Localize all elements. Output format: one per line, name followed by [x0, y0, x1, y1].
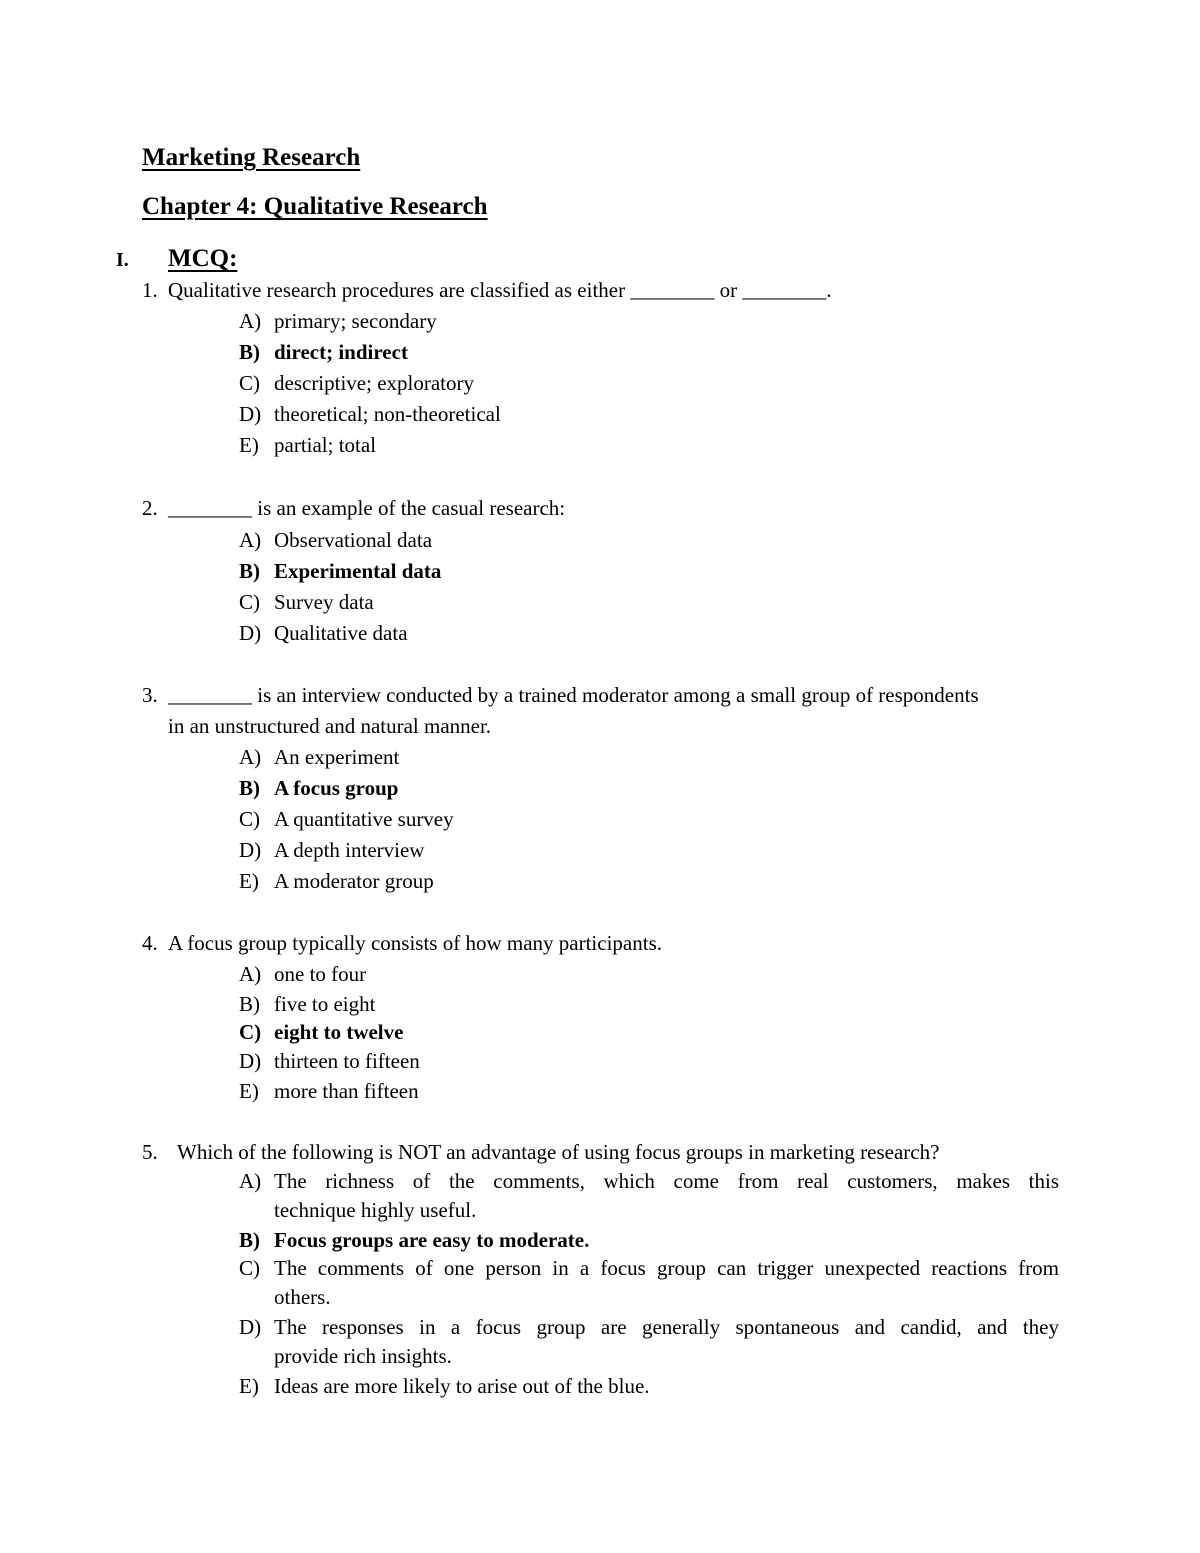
question-number: 2. — [142, 496, 158, 520]
question-text-line-1: ________ is an interview conducted by a trained moderator among a small group of respondents — [168, 683, 979, 707]
option-text-line-2: technique highly useful. — [274, 1198, 477, 1222]
option-text: A quantitative survey — [274, 807, 454, 831]
question-text: A focus group typically consists of how many participants. — [168, 931, 663, 955]
option-text-line-1: The responses in a focus group are generally spontaneous and candid, and they — [274, 1315, 1059, 1339]
option-letter: A) — [239, 745, 262, 769]
section-heading — [116, 244, 237, 275]
question-number: 4. — [142, 931, 158, 955]
option-letter: B) — [239, 992, 260, 1016]
option-text: primary; secondary — [274, 309, 437, 333]
option-text: Qualitative data — [274, 621, 408, 645]
option-text-correct: Experimental data — [274, 559, 442, 583]
option-letter: E) — [239, 1079, 259, 1103]
option-text: Survey data — [274, 590, 374, 614]
option-text-line-1: The comments of one person in a focus group can trigger unexpected reactions from — [274, 1256, 1059, 1280]
section-number: I. — [116, 249, 129, 271]
option-letter: A) — [239, 528, 262, 552]
option-text: partial; total — [274, 433, 377, 457]
question-number: 5. — [142, 1140, 158, 1164]
section-label: MCQ: — [168, 245, 238, 272]
option-letter: D) — [239, 1049, 262, 1073]
option-text: theoretical; non-theoretical — [274, 402, 501, 426]
option-letter: C) — [239, 807, 260, 831]
option-text-line-1: The richness of the comments, which come from real customers, makes this — [274, 1169, 1059, 1193]
option-text: Observational data — [274, 528, 433, 552]
question-number: 3. — [142, 683, 158, 707]
option-letter: C) — [239, 1256, 260, 1280]
option-text: A moderator group — [274, 869, 434, 893]
option-text-correct: eight to twelve — [274, 1020, 404, 1044]
option-letter: D) — [239, 402, 262, 426]
question-text: Qualitative research procedures are classified as either ________ or ________. — [168, 278, 832, 302]
option-letter: D) — [239, 1315, 262, 1339]
question-text: ________ is an example of the casual research: — [168, 496, 566, 520]
option-letter: A) — [239, 962, 262, 986]
option-letter: C) — [239, 371, 260, 395]
option-letter: A) — [239, 309, 262, 333]
option-text: five to eight — [274, 992, 376, 1016]
option-text-line-2: others. — [274, 1285, 331, 1309]
option-letter: E) — [239, 1374, 259, 1398]
option-letter: C) — [239, 590, 260, 614]
question-text-line-2: in an unstructured and natural manner. — [168, 714, 492, 738]
option-letter-correct: B) — [239, 559, 260, 583]
question-text: Which of the following is NOT an advantage of using focus groups in marketing research? — [177, 1140, 940, 1164]
option-text: more than fifteen — [274, 1079, 419, 1103]
option-text: An experiment — [274, 745, 400, 769]
option-text-correct: A focus group — [274, 776, 399, 800]
option-text: descriptive; exploratory — [274, 371, 475, 395]
option-letter: D) — [239, 621, 262, 645]
option-text: Ideas are more likely to arise out of the blue. — [274, 1374, 650, 1398]
option-letter: D) — [239, 838, 262, 862]
option-text: one to four — [274, 962, 367, 986]
option-letter: E) — [239, 869, 259, 893]
chapter-title: Chapter 4: Qualitative Research — [142, 193, 488, 220]
option-text: A depth interview — [274, 838, 425, 862]
option-text-correct: direct; indirect — [274, 340, 408, 364]
option-letter-correct: C) — [239, 1020, 262, 1044]
option-letter: E) — [239, 433, 259, 457]
question-number: 1. — [142, 278, 158, 302]
option-text-line-2: provide rich insights. — [274, 1344, 452, 1368]
option-letter-correct: B) — [239, 340, 260, 364]
option-text-correct: Focus groups are easy to moderate. — [274, 1228, 590, 1252]
option-letter: A) — [239, 1169, 262, 1193]
document-title: Marketing Research — [142, 144, 361, 171]
option-text: thirteen to fifteen — [274, 1049, 420, 1073]
option-letter-correct: B) — [239, 776, 260, 800]
option-letter-correct: B) — [239, 1228, 260, 1252]
